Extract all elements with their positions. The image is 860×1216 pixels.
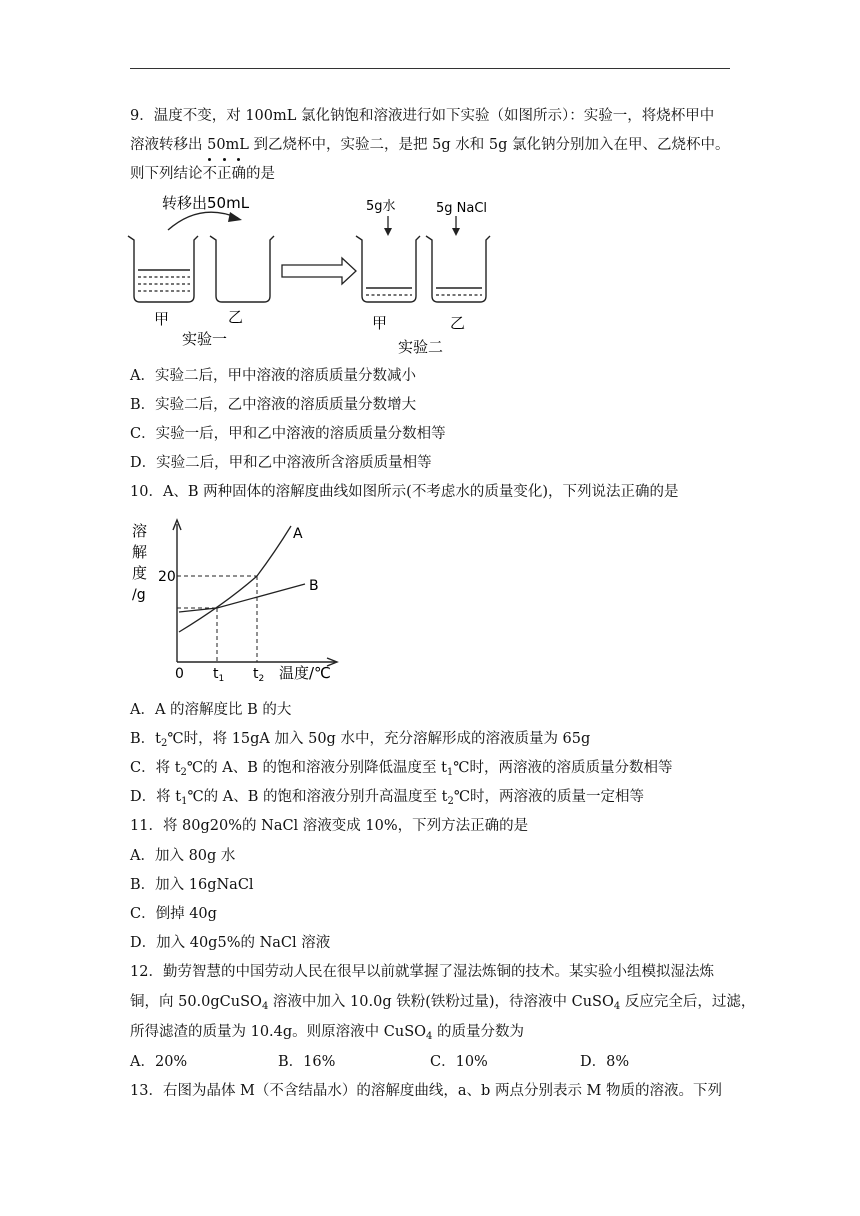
beaker-yi-exp1 — [210, 236, 274, 302]
t2-label: $t_2$ — [253, 666, 265, 684]
beaker-jia-exp1 — [128, 236, 198, 302]
process-arrow — [282, 258, 356, 284]
q12-line-2: 铜，向 50.0gCuSO$_4$ 溶液中加入 10.0g 铁粉(铁粉过量)，待溶液中 CuSO$_4$ 反应完全后，过滤， — [130, 994, 756, 1012]
q12-line-3: 所得滤渣的质量为 10.4g。则原溶液中 CuSO$_4$ 的质量分数为 — [130, 1024, 525, 1042]
q10-solubility-graph — [125, 512, 345, 684]
label-jia-2: 甲 — [372, 314, 388, 332]
emphasis-char: 确 — [231, 166, 246, 182]
q10-option-c: C．将 $t_2℃$的 A、B 的饱和溶液分别降低温度至 $t_1℃$时，两溶液的溶质质量分数相等 — [130, 760, 673, 778]
guide-lines — [177, 576, 257, 662]
q9-option-c: C．实验一后，甲和乙中溶液的溶质质量分数相等 — [130, 426, 446, 442]
q9-line-3 — [130, 164, 275, 184]
transfer-label: 转移出50mL — [162, 194, 250, 212]
q11-option-a: A．加入 80g 水 — [130, 848, 236, 864]
label-yi-1: 乙 — [228, 308, 244, 326]
q9-line-3-post: 的是 — [246, 166, 275, 182]
q12-option-d: D．8% — [580, 1054, 630, 1070]
transfer-arrowhead — [228, 212, 242, 222]
y-label-char: 解 — [132, 543, 148, 561]
q10-stem: 10．A、B 两种固体的溶解度曲线如图所示(不考虑水的质量变化)，下列说法正确的是 — [130, 484, 679, 500]
q9-line-3-pre: 则下列结论 — [130, 166, 203, 182]
label-exp2: 实验二 — [398, 338, 444, 356]
q11-stem: 11．将 80g20%的 NaCl 溶液变成 10%，下列方法正确的是 — [130, 818, 529, 834]
q9-option-d: D．实验二后，甲和乙中溶液所含溶质质量相等 — [130, 455, 432, 471]
label-exp1: 实验一 — [182, 330, 228, 348]
beaker-jia-exp2 — [356, 236, 420, 302]
y-label-char: 度 — [132, 564, 148, 582]
x-axis-label: 温度/℃ — [279, 664, 331, 682]
y-tick-20: 20 — [158, 569, 176, 585]
transfer-arrow — [168, 212, 238, 230]
solution-hatch — [138, 277, 190, 291]
q10-option-a: A．A 的溶解度比 B 的大 — [130, 702, 292, 718]
label-add-water: 5g水 — [366, 199, 396, 214]
q12-option-a: A．20% — [130, 1054, 188, 1070]
q11-option-c: C．倒掉 40g — [130, 906, 217, 922]
q11-option-b: B．加入 16gNaCl — [130, 877, 254, 893]
curve-a — [179, 526, 291, 632]
q9-option-b: B．实验二后，乙中溶液的溶质质量分数增大 — [130, 397, 417, 413]
label-jia-1: 甲 — [154, 310, 170, 328]
q12-option-c: C．10% — [430, 1054, 488, 1070]
q11-option-d: D．加入 40g5%的 NaCl 溶液 — [130, 935, 331, 951]
q9-line-1: 9．温度不变，对 100mL 氯化钠饱和溶液进行如下实验（如图所示）：实验一，将烧杯甲中 — [130, 108, 715, 124]
q10-option-d: D．将 $t_1℃$的 A、B 的饱和溶液分别升高温度至 $t_2℃$时，两溶液的质量一定相等 — [130, 789, 645, 807]
q13-line-1: 13．右图为晶体 M（不含结晶水）的溶解度曲线，a、b 两点分别表示 M 物质的溶液。下列 — [130, 1083, 723, 1099]
y-label-char: /g — [132, 587, 146, 603]
y-label-char: 溶 — [132, 522, 148, 540]
beaker-yi-exp2 — [426, 236, 490, 302]
emphasis-char: 不 — [202, 166, 217, 182]
origin-label: 0 — [175, 666, 184, 682]
q9-figure — [120, 188, 520, 360]
q12-option-b: B．16% — [278, 1054, 336, 1070]
q12-line-1: 12．勤劳智慧的中国劳动人民在很早以前就掌握了湿法炼铜的技术。某实验小组模拟湿法炼 — [130, 964, 714, 980]
q9-option-a: A．实验二后，甲中溶液的溶质质量分数减小 — [130, 368, 416, 384]
label-add-nacl: 5g NaCl — [436, 201, 488, 216]
curve-a-label: A — [293, 526, 303, 542]
emphasis-char: 正 — [217, 166, 232, 182]
header-rule — [130, 68, 730, 69]
curve-b-label: B — [309, 578, 319, 594]
t1-label: $t_1$ — [213, 666, 225, 684]
q10-option-b: B．$t_2℃$时，将 15gA 加入 50g 水中，充分溶解形成的溶液质量为 65g — [130, 731, 591, 749]
label-yi-2: 乙 — [450, 314, 466, 332]
q9-line-2: 溶液转移出 50mL 到乙烧杯中，实验二，是把 5g 水和 5g 氯化钠分别加入在甲、乙烧杯中。 — [130, 137, 730, 153]
